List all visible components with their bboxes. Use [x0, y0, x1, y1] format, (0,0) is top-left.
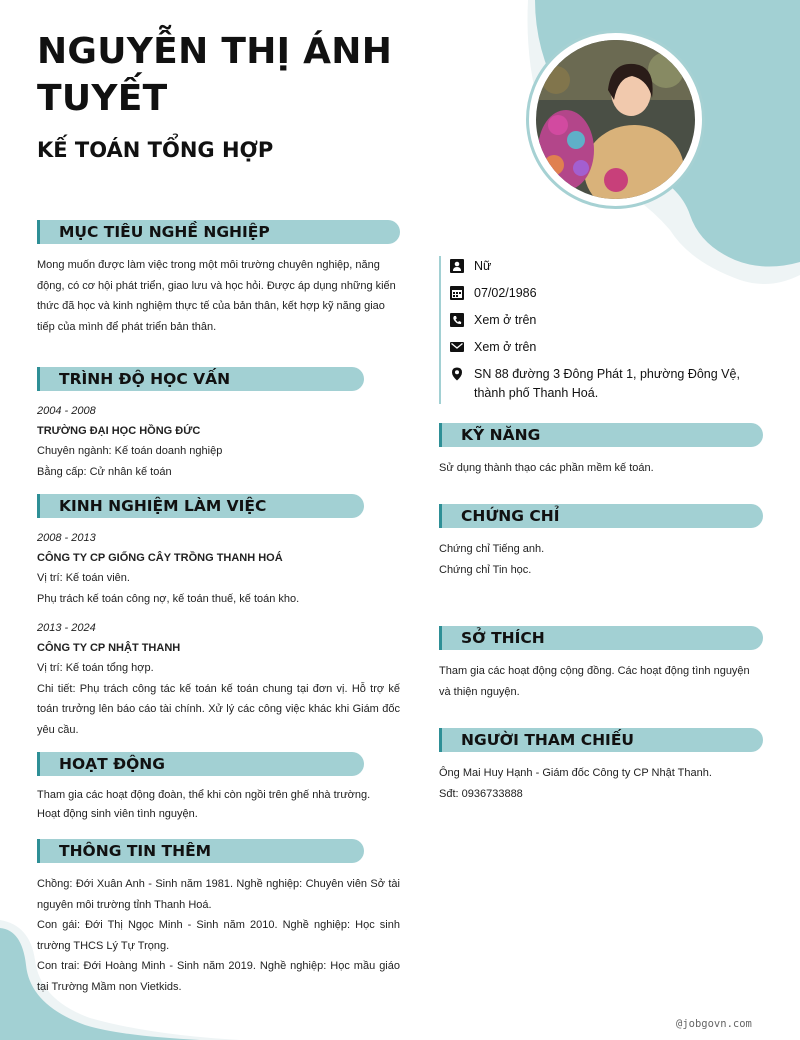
education-school: TRƯỜNG ĐẠI HỌC HỒNG ĐỨC — [37, 425, 201, 437]
job-title: KẾ TOÁN TỔNG HỢP — [37, 138, 274, 162]
section-header-hobbies: SỞ THÍCH — [439, 626, 763, 650]
contact-phone: Xem ở trên — [450, 311, 764, 330]
family-member: Con trai: Đới Hoàng Minh - Sinh năm 2019. Nghề nghiệp: Học mầu giáo tại Trường Mầm non Vietkids. — [37, 960, 400, 993]
watermark: @jobgovn.com — [676, 1018, 752, 1030]
family-member: Chồng: Đới Xuân Anh - Sinh năm 1981. Nghề nghiệp: Chuyên viên Sở tài nguyên môi trường tỉnh Thanh Hoá. — [37, 878, 400, 911]
references-block — [439, 763, 769, 804]
profile-photo — [536, 40, 695, 199]
experience-position: Vị trí: Kế toán viên. — [37, 572, 130, 584]
certificates-list — [439, 539, 769, 580]
contact-birthday: 07/02/1986 — [450, 284, 764, 303]
calendar-icon — [450, 286, 464, 300]
experience-period: 2013 - 2024 — [37, 622, 96, 634]
section-header-references: NGƯỜI THAM CHIẾU — [439, 728, 763, 752]
education-block — [37, 401, 402, 482]
activity-line: Tham gia các hoạt động đoàn, thể khi còn ngồi trên ghế nhà trường. — [37, 789, 371, 801]
experience-detail: Phụ trách kế toán công nợ, kế toán thuế, kế toán kho. — [37, 592, 300, 605]
certificate-item: Chứng chỉ Tiếng anh. — [439, 543, 545, 555]
education-major: Chuyên ngành: Kế toán doanh nghiệp — [37, 445, 223, 457]
reference-line: Sđt: 0936733888 — [439, 787, 523, 800]
family-member: Con gái: Đới Thị Ngọc Minh - Sinh năm 2010. Nghề nghiệp: Học sinh trường THCS Lý Tự Trọng. — [37, 919, 400, 952]
experience-position: Vị trí: Kế toán tổng hợp. — [37, 662, 154, 674]
phone-icon — [450, 313, 464, 327]
section-header-skills: KỸ NĂNG — [439, 423, 763, 447]
section-header-experience: KINH NGHIỆM LÀM VIỆC — [37, 494, 364, 518]
profile-photo-frame — [526, 30, 705, 209]
contact-gender: Nữ — [450, 257, 764, 276]
section-header-activities: HOẠT ĐỘNG — [37, 752, 364, 776]
skills-text: Sử dụng thành thạo các phần mềm kế toán. — [439, 462, 654, 474]
section-header-certificates: CHỨNG CHỈ — [439, 504, 763, 528]
section-header-objective: MỤC TIÊU NGHỀ NGHIỆP — [37, 220, 400, 244]
candidate-name: NGUYỄN THỊ ÁNH TUYẾT — [37, 31, 393, 119]
experience-company: CÔNG TY CP GIỐNG CÂY TRỒNG THANH HOÁ — [37, 552, 283, 564]
more-info-block — [37, 874, 400, 997]
experience-company: CÔNG TY CP NHẬT THANH — [37, 642, 181, 654]
experience-detail: Chi tiết: Phụ trách công tác kế toán kế toán chung tại đơn vị. Hỗ trợ kế toán trưởng lên báo cáo tài chính. Xử lý các công việc khác khi Giám đốc yêu cầu. — [37, 682, 400, 736]
section-header-more-info: THÔNG TIN THÊM — [37, 839, 364, 863]
contact-email: Xem ở trên — [450, 338, 764, 357]
contact-address: SN 88 đường 3 Đông Phát 1, phường Đông Vệ, thành phố Thanh Hoá. — [450, 365, 764, 403]
reference-line: Ông Mai Huy Hạnh - Giám đốc Công ty CP Nhật Thanh. — [439, 767, 712, 779]
mail-icon — [450, 340, 464, 354]
education-degree: Bằng cấp: Cử nhân kế toán — [37, 465, 172, 478]
experience-period: 2008 - 2013 — [37, 532, 96, 544]
experience-item — [37, 528, 402, 609]
activities-block — [37, 786, 402, 824]
person-icon — [450, 259, 464, 273]
education-period: 2004 - 2008 — [37, 405, 96, 417]
activity-line: Hoạt động sinh viên tình nguyện. — [37, 808, 198, 820]
location-icon — [450, 367, 464, 381]
objective-text: Mong muốn được làm việc trong một môi trường chuyên nghiệp, năng động, có cơ hội phát triển, giao lưu và học hỏi. Được áp dụng những kiến thức đã học và kinh nghiệm thực tế của bản thân, kết hợp kỹ năng giao tiếp của mình để phát triển bản thân. — [37, 259, 396, 333]
section-header-education: TRÌNH ĐỘ HỌC VẤN — [37, 367, 364, 391]
experience-item — [37, 618, 400, 740]
hobbies-text: Tham gia các hoạt động cộng đồng. Các hoạt động tình nguyện và thiện nguyện. — [439, 665, 750, 698]
certificate-item: Chứng chỉ Tin học. — [439, 563, 532, 576]
contact-accent-bar — [439, 256, 441, 404]
